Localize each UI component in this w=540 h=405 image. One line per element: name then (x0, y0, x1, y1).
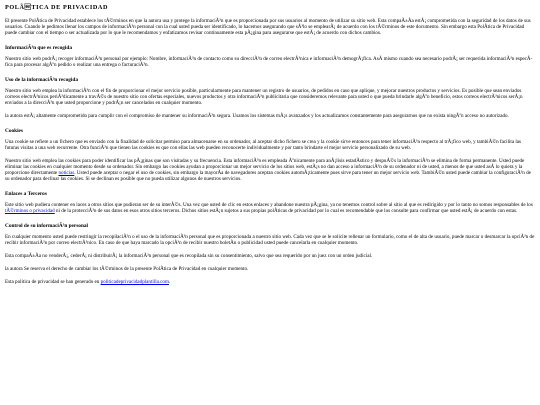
section-heading-collected: InformaciÃ³n que es recogida (5, 45, 72, 51)
section-heading-cookies: Cookies (5, 128, 23, 134)
control-paragraph-3: la autora Se reserva el derecho de cambiar los tÃ©rminos de la presente PolÃtica de Privacidad en cualquier momento. (5, 266, 249, 272)
control-paragraph-2: Esta compaÃ±Ãa no venderÃ¡, cederÃ¡ ni distribuirÃ¡ la informaciÃ³n personal que es recopilada sin su consentimiento, salvo que sea requerido por un juez con un orden judicial. (5, 253, 373, 259)
footer-text: Esta politica de privacidad se han generado en (5, 279, 101, 285)
collected-paragraph: Nuestro sitio web podrÃ¡ recoger informaciÃ³n personal por ejemplo: Nombre, informaciÃ³n de contacto como su direcciÃ³n de correo electrÃ³nica e informaciÃ³n demogrÃ¡fica. AsÃ mismo cuando sea necesario podrÃ¡ ser requerida informaciÃ³n especÃfica para procesar algÃºn pedido o realizar una entrega o facturaciÃ³n. (5, 56, 533, 68)
generator-link[interactable]: politicadeprivacidadplantilla.com (100, 279, 169, 285)
control-paragraph-1: En cualquier momento usted puede restringir la recopilaciÃ³n o el uso de la informaciÃ³n personal que es proporcionada a nuestro sitio web. Cada vez que se le solicite rellenar un formulario, como el de alta de usuario, puede marcar o desmarcar la opciÃ³n de recibir informaciÃ³n por correo electrÃ³nico. En caso de que haya marcado la opciÃ³n de recibir nuestro boletÃn o publicidad usted puede cancelarla en cualquier momento. (5, 234, 535, 246)
section-heading-usage: Uso de la informaciÃ³n recogida (5, 77, 78, 83)
links-text-part-2: ni de la protecciÃ³n de sus datos en esos otros sitios terceros. Dichos sitios estÃ¡n sujetos a sus propias polÃticas de privacidad por lo cual es recomendable que los consulte para confirmar que usted estÃ¡ de acuerdo con estas. (54, 208, 518, 214)
usage-paragraph-2: la autora estÃ¡ altamente comprometido para cumplir con el compromiso de mantener su informaciÃ³n segura. Usamos los sistemas mÃ¡s avanzados y los actualizamos constantemente para asegurarnos que no exista ningÃºn acceso no autorizado. (5, 113, 509, 119)
links-text-part-1: Este sitio web pudiera contener en laces a otros sitios que pudieran ser de su interÃ©s. Una vez que usted de clic en estos enlaces y abandone nuestra pÃ¡gina, ya no tenemos control sobre al sitio al que es redirigido y por lo tanto no somos responsables de los (5, 202, 533, 208)
footer-paragraph (5, 279, 535, 285)
page-title: POLÃTICA DE PRIVACIDAD (5, 4, 109, 11)
terms-privacy-link[interactable]: tÃ©rminos o privacidad (5, 208, 55, 214)
noticias-link[interactable]: noticias (58, 170, 75, 176)
section-heading-links: Enlaces a Terceros (5, 191, 47, 197)
section-heading-control: Control de su informaciÃ³n personal (5, 223, 89, 229)
usage-paragraph-1: Nuestro sitio web emplea la informaciÃ³n con el fin de proporcionar el mejor servicio posible, particularmente para mantener un registro de usuarios, de pedidos en caso que aplique, y mejorar nuestros productos y servicios. Es posible que sean enviados correos electrÃ³nicos periÃ³dicamente a travÃ©s de nuestro sitio con ofertas especiales, nuevos productos y otra informaciÃ³n publicitaria que consideremos relevante para usted o que pueda brindarle algÃºn beneficio, estos correos electrÃ³nicos serÃ¡n enviados a la direcciÃ³n que usted proporcione y podrÃ¡n ser cancelados en cualquier momento. (5, 88, 523, 106)
cookies-text-part-1: Nuestro sitio web emplea las cookies para poder identificar las pÃ¡ginas que son visitadas y su frecuencia. Esta informaciÃ³n es empleada Ãºnicamente para anÃ¡lisis estadÃstico y despuÃ©s la informaciÃ³n se elimina de forma permanente. Usted puede eliminar las cookies en cualquier momento desde su ordenador. Sin embargo las cookies ayudan a proporcionar un mejor servicio de los sitios web, estÃ¡s no dan acceso a informaciÃ³n de su ordenador ni de usted, a menos de que usted asÃ lo quiera y la proporcione directamente (5, 158, 525, 176)
cookies-paragraph-2 (5, 158, 535, 182)
cookies-text-part-2: . Usted puede aceptar o negar el uso de cookies, sin embargo la mayorÃa de navegadores aceptan cookies automÃ¡ticamente pues sirve para tener un mejor servicio web. TambiÃ©n usted puede cambiar la configuraciÃ³n de su ordenador para declinar las cookies. Si se declinan es posible que no pueda utilizar algunos de nuestros servicios. (5, 170, 531, 182)
cookies-paragraph-1: Una cookie se refiere a un fichero que es enviado con la finalidad de solicitar permiso para almacenarse en su ordenador, al aceptar dicho fichero se crea y la cookie sirve entonces para tener informaciÃ³n respecto al trÃ¡fico web, y tambiÃ©n facilita las futuras visitas a una web recurrente. Otra funciÃ³n que tienen las cookies es que con ellas las web pueden reconocerte individualmente y por tanto brindarte el mejor servicio personalizado de su web. (5, 139, 522, 151)
footer-period: . (168, 279, 171, 285)
intro-paragraph: El presente PolÃtica de Privacidad establece los tÃ©rminos en que la autora usa y protege la informaciÃ³n que es proporcionada por sus usuarios al momento de utilizar su sitio web. Esta compaÃ±Ãa estÃ¡ comprometida con la seguridad de los datos de sus usuarios. Cuando le pedimos llenar los campos de informaciÃ³n personal con la cual usted pueda ser identificado, lo hacemos asegurando que sÃ³lo se emplearÃ¡ de acuerdo con los tÃ©rminos de este documento. Sin embargo esta PolÃtica de Privacidad puede cambiar con el tiempo o ser actualizada por lo que le recomendamos y enfatizamos revisar continuamente esta pÃ¡gina para asegurarse que estÃ¡ de acuerdo con dichos cambios. (5, 18, 531, 36)
links-paragraph (5, 202, 535, 214)
